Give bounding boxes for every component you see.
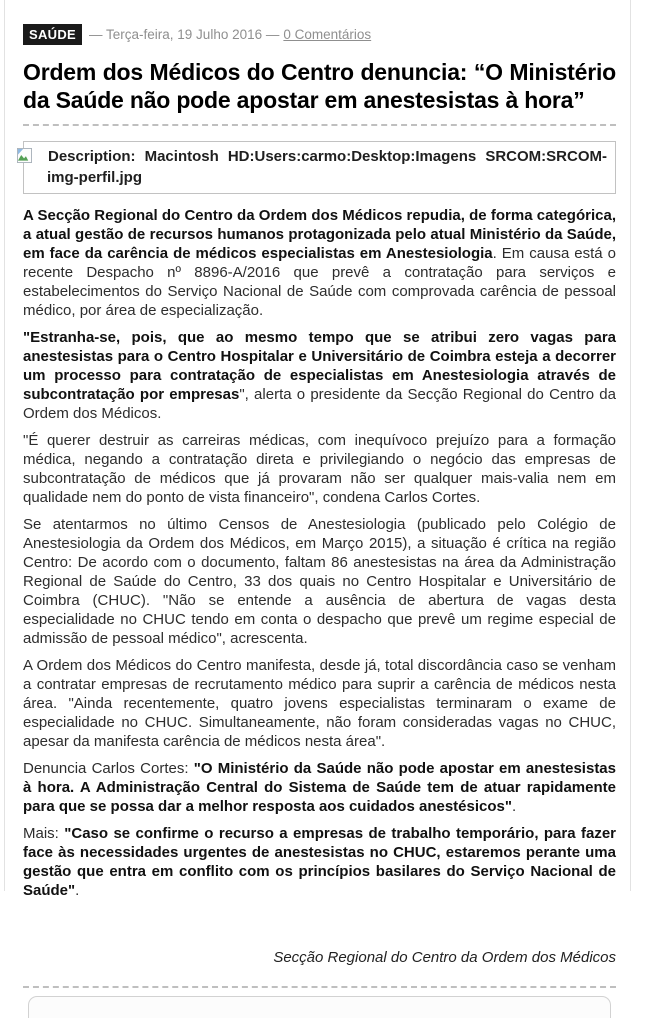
paragraph-7	[23, 824, 616, 900]
image-placeholder-text: Description: Macintosh HD:Users:carmo:Desktop:Imagens SRCOM:SRCOM-img-perfil.jpg	[47, 148, 607, 187]
paragraph-5	[23, 656, 616, 751]
paragraph-6-bold: "O Ministério da Saúde não pode apostar em anestesistas à hora. A Administração Central do Sistema de Saúde tem de atuar rapidamente para que se possa dar a melhor resposta aos cuidados anestésicos"	[23, 760, 616, 816]
paragraph-4	[23, 515, 616, 648]
post-date: — Terça-feira, 19 Julho 2016 —	[89, 27, 280, 42]
paragraph-2-bold: "Estranha-se, pois, que ao mesmo tempo que se atribui zero vagas para anestesistas para o Centro Hospitalar e Universitário de Coimbra esteja a decorrer um processo para contratação de especialistas em Anestesiologia através de subcontratação por empresas	[23, 329, 616, 404]
paragraph-6-lead: Denuncia Carlos Cortes:	[23, 760, 194, 778]
paragraph-3-text: "É querer destruir as carreiras médicas, com inequívoco prejuízo para a formação médica, negando a contratação direta e privilegiando o negócio das empresas de subcontratação de médicos que já provaram não ser qualquer mais-valia nem em qualidade nem do ponto de vista financeiro", condena Carlos Cortes.	[23, 432, 616, 507]
article-headline[interactable]: Ordem dos Médicos do Centro denuncia: “O Ministério da Saúde não pode apostar em anestesistas à hora”	[23, 59, 616, 114]
paragraph-7-lead: Mais:	[23, 825, 65, 843]
headline-divider	[23, 124, 616, 126]
paragraph-6	[23, 759, 616, 816]
footer-divider	[23, 986, 616, 988]
paragraph-6-end: .	[511, 798, 517, 816]
paragraph-1-text: . Em causa está o recente Despacho nº 8896-A/2016 que prevê a contratação para serviços e estabelecimentos do Serviço Nacional de Saúde com comprovada carência de pessoal médico, por área de especialização.	[23, 245, 616, 320]
paragraph-2	[23, 328, 616, 423]
comment-box-edge	[28, 996, 611, 1018]
article-column	[4, 0, 631, 967]
paragraph-4-text: Se atentarmos no último Censos de Anestesiologia (publicado pelo Colégio de Anestesiologia da Ordem dos Médicos, em Março 2015), a situação é crítica na região Centro: De acordo com o documento, faltam 86 anestesistas na área da Administração Regional de Saúde do Centro, 33 dos quais no Centro Hospitalar e Universitário de Coimbra (CHUC). "Não se entende a ausência de abertura de vagas desta especialidade no CHUC tendo em conta o despacho que prevê um regime especial de admissão de pessoal médico", acrescenta.	[23, 516, 616, 648]
paragraph-3	[23, 431, 616, 507]
broken-image-icon	[32, 148, 47, 163]
paragraph-7-bold: "Caso se confirme o recurso a empresas de trabalho temporário, para fazer face às necessidades urgentes de anestesistas no CHUC, estaremos perante uma gestão que entra em conflito com os princípios basilares do Serviço Nacional de Saúde"	[23, 825, 616, 900]
paragraph-2-text: ", alerta o presidente da Secção Regional do Centro da Ordem dos Médicos.	[23, 386, 616, 423]
post-meta	[23, 24, 616, 45]
article-body	[23, 206, 616, 900]
article-attribution: Secção Regional do Centro da Ordem dos Médicos	[273, 949, 616, 967]
category-badge[interactable]: SAÚDE	[23, 24, 82, 45]
image-placeholder-box	[23, 141, 616, 194]
paragraph-1-bold: A Secção Regional do Centro da Ordem dos Médicos repudia, de forma categórica, a atual gestão de recursos humanos protagonizada pelo atual Ministério da Saúde, em face da carência de médicos especialistas em Anestesiologia	[23, 207, 616, 263]
comments-link[interactable]: 0 Comentários	[283, 27, 372, 42]
paragraph-7-end: .	[75, 882, 80, 900]
paragraph-1	[23, 206, 616, 320]
paragraph-5-text: A Ordem dos Médicos do Centro manifesta, desde já, total discordância caso se venham a contratar empresas de recrutamento médico para suprir a carência de médicos nesta área. "Ainda recentemente, quatro jovens especialistas terminaram o exame de especialidade no CHUC. Simultaneamente, não foram consideradas vagas no CHUC, apesar da manifesta carência de médicos nesta área".	[23, 657, 616, 751]
image-placeholder-caption	[32, 146, 607, 188]
